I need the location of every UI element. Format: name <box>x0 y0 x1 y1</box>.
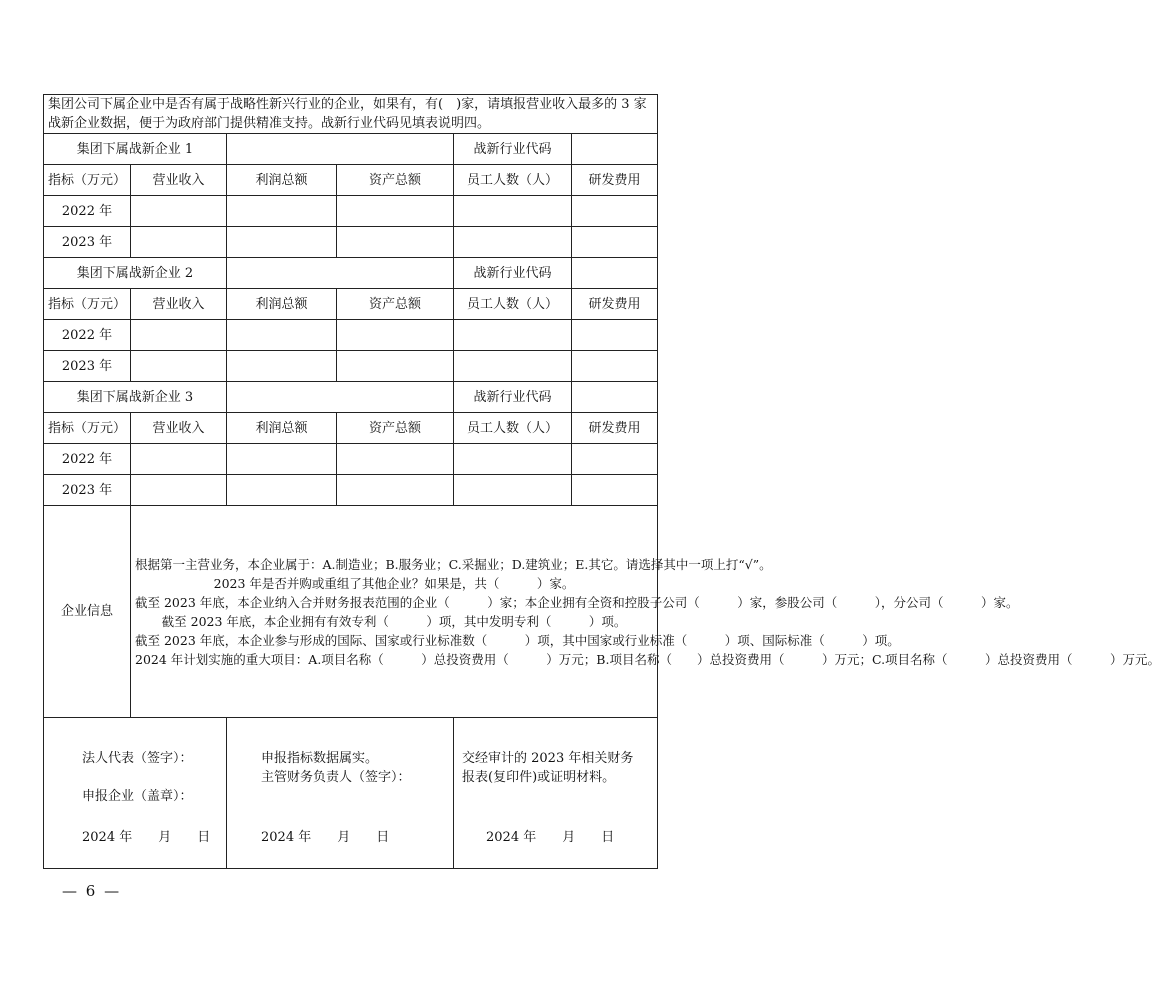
info-line-merger: 2023 年是否并购或重组了其他企业？如果是，共（ ）家。 <box>213 575 575 591</box>
col-header-indicator: 指标（万元） <box>44 289 131 320</box>
col-header-profit: 利润总额 <box>227 165 337 196</box>
data-accuracy-statement: 申报指标数据属实。 <box>261 751 379 766</box>
info-line-standards: 截至 2023 年底，本企业参与形成的国际、国家或行业标准数（ ）项，其中国家或行业标准（ ）项、国际标准（ ）项。 <box>135 632 900 648</box>
col-header-rd: 研发费用 <box>572 165 658 196</box>
col-header-assets: 资产总额 <box>337 165 454 196</box>
info-content[interactable] <box>131 506 1160 718</box>
col-header-assets: 资产总额 <box>337 289 454 320</box>
signature-cell-finance[interactable] <box>227 718 454 869</box>
year-label-2023: 2023 年 <box>44 475 131 506</box>
col-header-employees: 员工人数（人） <box>454 413 572 444</box>
company-2-label: 集团下属战新企业 2 <box>44 258 227 289</box>
input-cell[interactable] <box>454 227 572 258</box>
input-cell[interactable] <box>454 351 572 382</box>
input-cell[interactable] <box>227 475 337 506</box>
input-cell[interactable] <box>572 320 658 351</box>
input-cell[interactable] <box>337 196 454 227</box>
input-cell[interactable] <box>572 227 658 258</box>
company-1-code-cell[interactable] <box>572 134 658 165</box>
col-header-revenue: 营业收入 <box>131 289 227 320</box>
year-label-2023: 2023 年 <box>44 351 131 382</box>
info-label: 企业信息 <box>44 506 131 718</box>
col-header-revenue: 营业收入 <box>131 165 227 196</box>
company-2-name-cell[interactable] <box>227 258 454 289</box>
input-cell[interactable] <box>337 227 454 258</box>
signature-cell-audit[interactable] <box>454 718 658 869</box>
input-cell[interactable] <box>572 475 658 506</box>
audit-report-note-line2: 报表(复印件)或证明材料。 <box>462 770 616 785</box>
input-cell[interactable] <box>337 351 454 382</box>
company-3-name-cell[interactable] <box>227 382 454 413</box>
input-cell[interactable] <box>454 475 572 506</box>
input-cell[interactable] <box>131 444 227 475</box>
info-line-patents: 截至 2023 年底，本企业拥有有效专利（ ）项，其中发明专利（ ）项。 <box>161 613 627 629</box>
company-seal-label: 申报企业（盖章）： <box>82 789 193 804</box>
company-1-label: 集团下属战新企业 1 <box>44 134 227 165</box>
col-header-profit: 利润总额 <box>227 413 337 444</box>
col-header-rd: 研发费用 <box>572 413 658 444</box>
col-header-profit: 利润总额 <box>227 289 337 320</box>
col-header-rd: 研发费用 <box>572 289 658 320</box>
company-1-name-cell[interactable] <box>227 134 454 165</box>
input-cell[interactable] <box>454 444 572 475</box>
company-3-label: 集团下属战新企业 3 <box>44 382 227 413</box>
input-cell[interactable] <box>454 320 572 351</box>
info-line-projects: 2024 年计划实施的重大项目：A.项目名称（ ）总投资费用（ ）万元；B.项目名称（ ）总投资费用（ ）万元；C.项目名称（ ）总投资费用（ ）万元。 <box>135 651 1160 667</box>
input-cell[interactable] <box>337 320 454 351</box>
input-cell[interactable] <box>131 320 227 351</box>
input-cell[interactable] <box>227 196 337 227</box>
input-cell[interactable] <box>454 196 572 227</box>
year-label-2022: 2022 年 <box>44 196 131 227</box>
col-header-employees: 员工人数（人） <box>454 165 572 196</box>
input-cell[interactable] <box>131 196 227 227</box>
page-number: — 6 — <box>62 882 122 900</box>
legal-rep-signature-label: 法人代表（签字）： <box>82 751 193 766</box>
company-3-code-label: 战新行业代码 <box>454 382 572 413</box>
intro-text: 集团公司下属企业中是否有属于战略性新兴行业的企业，如果有，有( )家，请填报营业收入最多的 3 家战新企业数据，便于为政府部门提供精准支持。战新行业代码见填表说明四。 <box>44 95 658 134</box>
input-cell[interactable] <box>131 351 227 382</box>
info-line-subsidiaries: 截至 2023 年底，本企业纳入合并财务报表范围的企业（ ）家；本企业拥有全资和控股子公司（ ）家，参股公司（ ），分公司（ ）家。 <box>135 594 1019 610</box>
col-header-assets: 资产总额 <box>337 413 454 444</box>
enterprise-form-table <box>43 94 1160 869</box>
year-label-2023: 2023 年 <box>44 227 131 258</box>
input-cell[interactable] <box>572 196 658 227</box>
col-header-revenue: 营业收入 <box>131 413 227 444</box>
input-cell[interactable] <box>227 227 337 258</box>
company-1-code-label: 战新行业代码 <box>454 134 572 165</box>
input-cell[interactable] <box>227 351 337 382</box>
signature-cell-legal[interactable] <box>44 718 227 869</box>
company-2-code-label: 战新行业代码 <box>454 258 572 289</box>
input-cell[interactable] <box>572 444 658 475</box>
input-cell[interactable] <box>337 444 454 475</box>
input-cell[interactable] <box>572 351 658 382</box>
year-label-2022: 2022 年 <box>44 444 131 475</box>
year-label-2022: 2022 年 <box>44 320 131 351</box>
input-cell[interactable] <box>131 475 227 506</box>
signature-date-3: 2024 年 月 日 <box>486 830 615 845</box>
company-2-code-cell[interactable] <box>572 258 658 289</box>
input-cell[interactable] <box>227 320 337 351</box>
col-header-indicator: 指标（万元） <box>44 165 131 196</box>
input-cell[interactable] <box>337 475 454 506</box>
signature-date-1: 2024 年 月 日 <box>82 830 211 845</box>
input-cell[interactable] <box>131 227 227 258</box>
audit-report-note-line1: 交经审计的 2023 年相关财务 <box>462 751 634 766</box>
finance-head-signature-label: 主管财务负责人（签字）： <box>261 770 411 785</box>
col-header-employees: 员工人数（人） <box>454 289 572 320</box>
signature-date-2: 2024 年 月 日 <box>261 830 390 845</box>
input-cell[interactable] <box>227 444 337 475</box>
col-header-indicator: 指标（万元） <box>44 413 131 444</box>
info-line-industry: 根据第一主营业务，本企业属于：A.制造业；B.服务业；C.采掘业；D.建筑业；E.其它。请选择其中一项上打“√”。 <box>135 556 772 572</box>
company-3-code-cell[interactable] <box>572 382 658 413</box>
